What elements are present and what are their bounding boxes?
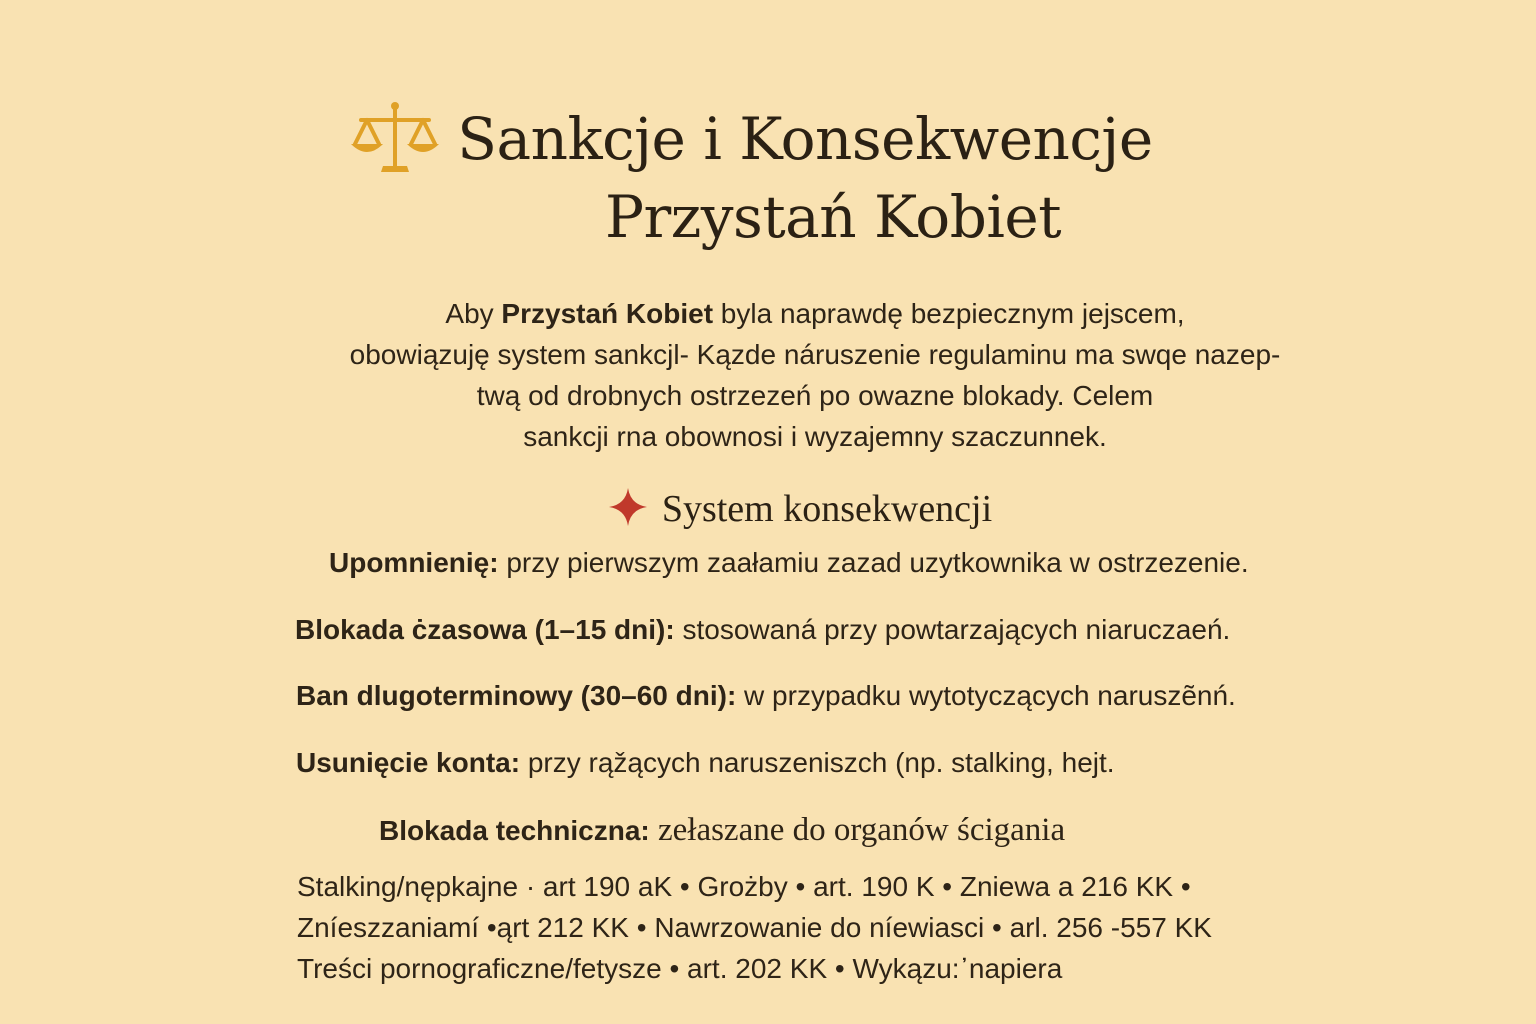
rule-item xyxy=(296,678,1236,714)
rule-desc: w przypadku wytotyczących naruszẽnń. xyxy=(736,680,1236,711)
intro-line-1-rest: byla naprawdę bezpiecznym jejscem, xyxy=(713,298,1185,329)
rule-term: Blokada ċzasowa (1–15 dni): xyxy=(295,614,675,645)
section-heading xyxy=(0,484,1536,534)
scales-of-justice-icon xyxy=(347,100,443,176)
intro-brand: Przystań Kobiet xyxy=(501,298,714,329)
section-title: System konsekwencji xyxy=(661,488,993,530)
rule-item xyxy=(329,545,1249,581)
rule-desc: przy pierwszym zaałamiu zazad uzytkownika w ostrzezenie. xyxy=(498,547,1249,578)
title-block xyxy=(0,100,1536,256)
rule-desc: stosowaná przy powtarzających niaruczaeń. xyxy=(674,614,1231,645)
rule-item xyxy=(379,812,1065,849)
intro-line-1 xyxy=(240,293,1390,334)
rule-item xyxy=(295,612,1230,648)
rule-term: Upomnienię: xyxy=(329,547,499,578)
law-references xyxy=(297,866,1417,989)
page-title xyxy=(347,100,1152,178)
rule-term: Ban dlugoterminowy (30–60 dni): xyxy=(296,680,737,711)
intro-line-2: obowiązuję system sankcjl- Kązde náruszenie regulaminu ma swqe nazep- xyxy=(349,339,1281,370)
rule-desc: zełaszane do organów ścigania xyxy=(649,812,1066,848)
rule-term: Blokada techniczna: xyxy=(379,815,650,846)
rule-term: Usunięcie konta: xyxy=(296,747,521,778)
rule-item xyxy=(296,745,1115,781)
intro-paragraph xyxy=(240,293,1390,457)
rule-desc: przy rąžących naruszeniszch (np. stalking, hejt. xyxy=(520,747,1115,778)
intro-line-3: twą od drobnych ostrzezeń po owazne blokady. Celem xyxy=(476,380,1154,411)
intro-line-4: sankcji rna obownosi i wyzajemny szaczunnek. xyxy=(523,421,1107,452)
four-point-star-icon xyxy=(608,487,648,527)
title-line-2: Przystań Kobiet xyxy=(604,183,1062,251)
intro-lead: Aby xyxy=(445,298,502,329)
law-line-1: Stalking/nępkajne · art 190 aK • Grożby • art. 190 K • Zniewa a 216 KK • xyxy=(297,871,1191,902)
law-line-3: Treści pornograficzne/fetysze • art. 202 KK • Wykązu:᾽napiera xyxy=(297,953,1063,984)
law-line-2: Zníeszzaniamí •ąrt 212 KK • Nawrzowanie do níewiasci • arl. 256 -557 KK xyxy=(297,912,1212,943)
title-line-1: Sankcje i Konsekwencje xyxy=(457,105,1153,173)
